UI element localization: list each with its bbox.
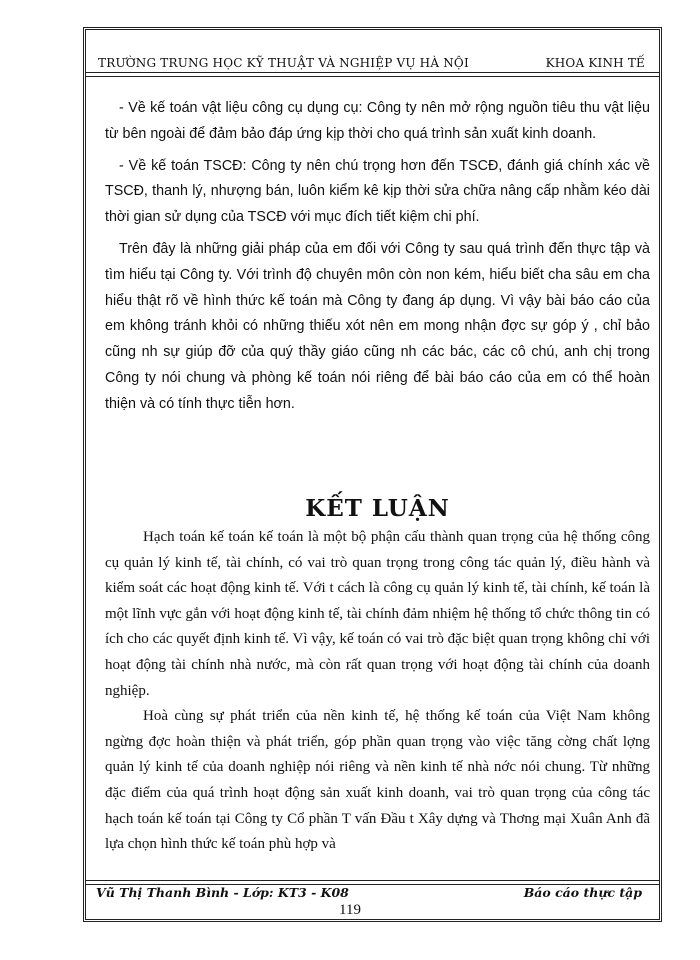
header-school-name: TRƯỜNG TRUNG HỌC KỸ THUẬT VÀ NGHIỆP VỤ HÀ NỘI (98, 56, 469, 70)
page-number: 119 (339, 902, 361, 918)
body-text (105, 96, 650, 418)
paragraph-closing-remarks: Trên đây là những giải pháp của em đối với Công ty sau quá trình đến thực tập và tìm hiểu tại Công ty. Với trình độ chuyên môn còn non kém, hiểu biết cha sâu em cha hiểu thật rõ về hình thức kế toán mà Công ty đang áp dụng. Vì vậy bài báo cáo của em không tránh khỏi có những thiếu xót nên em mong nhận đợc sự góp ý , chỉ bảo cũng nh sự giúp đỡ của quý thầy giáo cũng nh các bác, các cô chú, anh chị trong Công ty nói chung và phòng kế toán nói riêng để bài báo cáo của em có thể hoàn thiện và có tính thực tiễn hơn. (105, 240, 650, 412)
conclusion-text (105, 525, 650, 858)
header-rule (86, 72, 659, 77)
conclusion-paragraph-1: Hạch toán kế toán kế toán là một bộ phận cấu thành quan trọng của hệ thống công cụ quản lý kinh tế, tài chính, có vai trò quan trọng trong công tác quản lý, điều hành và kiểm soát các hoạt động kinh tế. Với t cách là công cụ quản lý kinh tế, tài chính, kế toán là một lĩnh vực gắn với hoạt động kinh tế, tài chính đảm nhiệm hệ thống tổ chức thông tin có ích cho các quyết định kinh tế. Vì vậy, kế toán có vai trò đặc biệt quan trọng không chỉ với hoạt động tài chính nhà nước, mà còn rất quan trọng với hoạt động tài chính của doanh nghiệp. (105, 529, 650, 699)
conclusion-title: KẾT LUẬN (305, 495, 450, 522)
header-department: KHOA KINH TẾ (545, 56, 645, 70)
paragraph-fixed-assets: - Về kế toán TSCĐ: Công ty nên chú trọng hơn đến TSCĐ, đánh giá chính xác về TSCĐ, thanh lý, nhượng bán, luôn kiểm kê kịp thời sửa chữa nâng cấp nhằm kéo dài thời gian sử dụng của TSCĐ với mục đích tiết kiệm chi phí. (105, 157, 650, 226)
page-header (86, 46, 659, 70)
conclusion-paragraph-2: Hoà cùng sự phát triển của nền kinh tế, hệ thống kế toán của Việt Nam không ngừng đợc hoàn thiện và phát triển, góp phần quan trọng vào việc tăng cờng chất lợng quản lý kinh tế của doanh nghiệp nói riêng và nền kinh tế nhà nớc nói chung. Từ những đặc điểm của quá trình hoạt động sản xuất kinh doanh, vai trò quan trọng của công tác hạch toán kế toán tại Công ty Cổ phần T vấn Đầu t Xây dựng và Thơng mại Xuân Anh đã lựa chọn hình thức kế toán phù hợp và (105, 708, 650, 853)
footer-author: Vũ Thị Thanh Bình - Lớp: KT3 - K08 (96, 885, 349, 900)
footer-report-type: Báo cáo thực tập (523, 885, 642, 900)
paragraph-material-accounting: - Về kế toán vật liệu công cụ dụng cụ: Công ty nên mở rộng nguồn tiêu thu vật liệu từ bên ngoài để đảm bảo đáp ứng kịp thời cho quá trình sản xuất kinh doanh. (105, 100, 650, 142)
